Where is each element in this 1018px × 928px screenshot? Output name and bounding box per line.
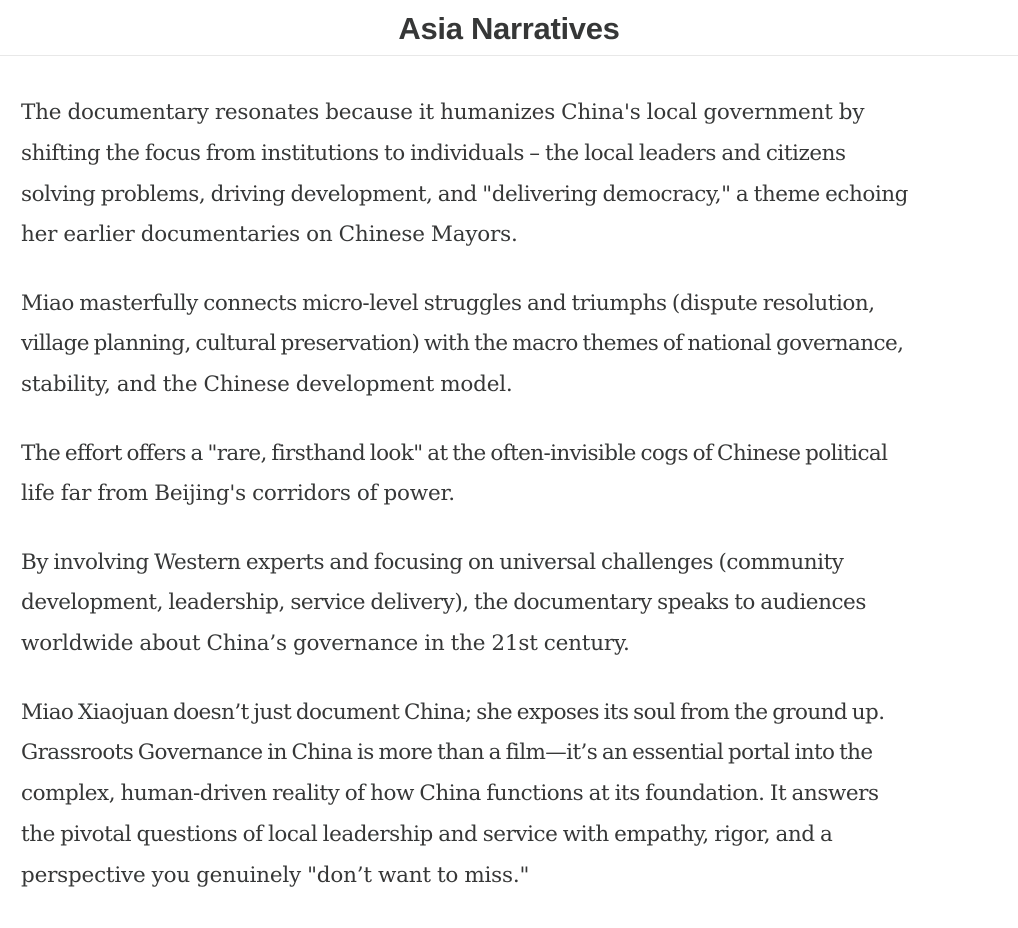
text-line: development, leadership, service delivery), the documentary speaks to audiences (21, 590, 866, 616)
paragraph-3 (21, 434, 1000, 516)
text-line: The documentary resonates because it humanizes China's local government by (21, 100, 865, 125)
text-line: worldwide about China’s governance in the 21st century. (21, 631, 630, 657)
text-line: perspective you genuinely "don’t want to miss." (21, 862, 530, 888)
text-line: solving problems, driving development, and "delivering democracy," a theme echoing (21, 181, 908, 207)
paragraph-2 (21, 284, 1000, 406)
text-line: Miao masterfully connects micro-level struggles and triumphs (dispute resolution, (21, 290, 875, 316)
text-line: shifting the focus from institutions to individuals – the local leaders and citizens (21, 140, 846, 166)
article-body (0, 56, 1018, 897)
text-line: The effort offers a "rare, firsthand look" at the often-invisible cogs of Chinese political (21, 440, 888, 466)
text-line: Miao Xiaojuan doesn’t just document China; she exposes its soul from the ground up. (21, 699, 885, 725)
text-line: the pivotal questions of local leadership and service with empathy, rigor, and a (21, 821, 833, 847)
text-line: Grassroots Governance in China is more than a film—it’s an essential portal into the (21, 740, 873, 766)
text-line: complex, human-driven reality of how China functions at its foundation. It answers (21, 781, 879, 807)
site-title-link[interactable]: Asia Narratives (398, 10, 620, 46)
text-line: stability, and the Chinese development model. (21, 372, 513, 398)
site-header (0, 0, 1018, 56)
text-line: By involving Western experts and focusing on universal challenges (community (21, 549, 844, 575)
paragraph-4 (21, 543, 1000, 665)
text-line: life far from Beijing's corridors of power. (21, 481, 455, 507)
text-line: her earlier documentaries on Chinese Mayors. (21, 222, 518, 248)
paragraph-1 (21, 93, 1000, 256)
text-line: village planning, cultural preservation) with the macro themes of national governance, (21, 331, 904, 357)
paragraph-5 (21, 693, 1000, 897)
